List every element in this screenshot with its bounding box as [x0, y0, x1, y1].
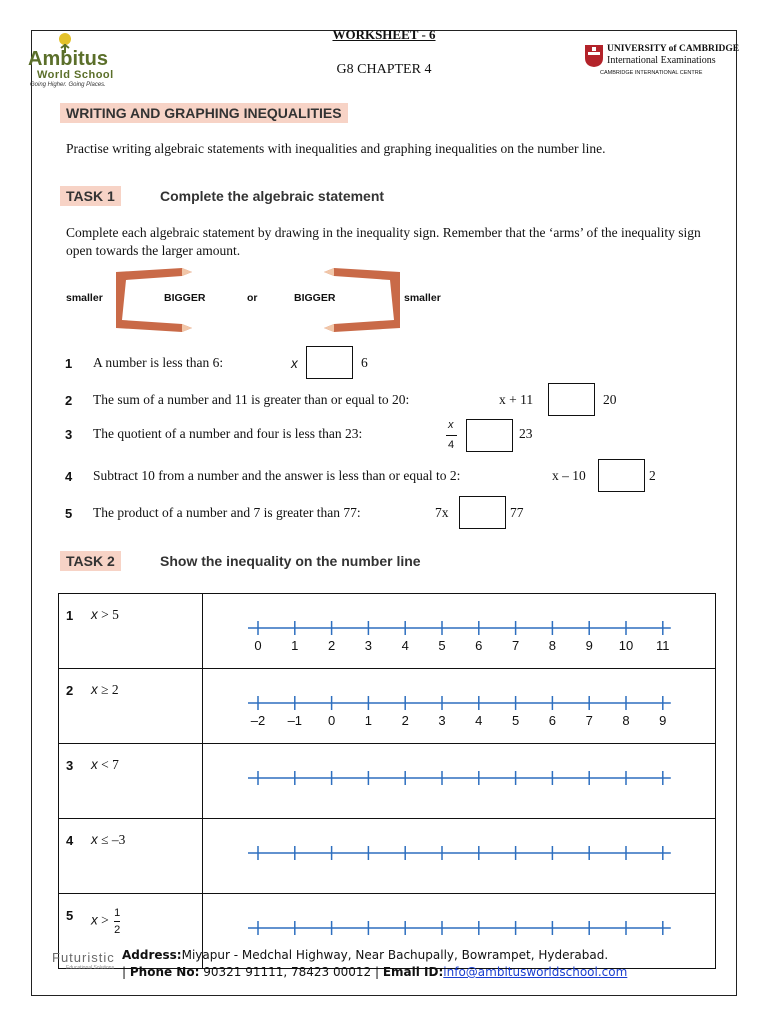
cambridge-line1: UNIVERSITY of CAMBRIDGE: [607, 44, 740, 54]
q1-left: x: [291, 356, 298, 371]
school-logo-tagline: Going Higher. Going Places.: [30, 82, 106, 88]
row3-number: 3: [66, 758, 74, 773]
q5-text: The product of a number and 7 is greater than 77:: [93, 505, 361, 520]
number-line-tick-label: 0: [327, 713, 336, 728]
number-line-tick-label: 1: [291, 638, 299, 653]
school-logo-name: Ambitus: [28, 48, 108, 70]
email-link[interactable]: info@ambitusworldschool.com: [443, 965, 628, 979]
table-row: [59, 594, 716, 669]
q4-answer-box[interactable]: [598, 459, 645, 492]
row2-number: 2: [66, 683, 74, 698]
number-line-tick-label: –1: [287, 713, 303, 728]
number-line-tick-label: 9: [659, 713, 667, 728]
task1-instruction: Complete each algebraic statement by drawing in the inequality sign. Remember that the ‘arms’ of the inequality sign open towards the larger amount.: [66, 225, 701, 258]
q2-right: 20: [603, 392, 617, 407]
futuristic-logo: Futuristic: [52, 950, 115, 965]
q5-right: 77: [510, 505, 524, 520]
footer-contact: | Phone No: 90321 91111, 78423 00012 | Email ID:info@ambitusworldschool.com: [122, 965, 628, 979]
row5-denominator: 2: [114, 921, 120, 936]
q1-answer-box[interactable]: [306, 346, 353, 379]
q4-text: Subtract 10 from a number and the answer is less than or equal to 2:: [93, 468, 461, 483]
q3-answer-box[interactable]: [466, 419, 513, 452]
number-line-tick-label: 5: [438, 638, 446, 653]
arms-left-smaller: smaller: [66, 292, 103, 304]
number-line-3[interactable]: [203, 744, 715, 813]
q4-number: 4: [65, 469, 73, 484]
chapter-title: G8 CHAPTER 4: [336, 62, 432, 77]
number-line-tick-label: 8: [548, 638, 557, 653]
arms-right-bigger: BIGGER: [294, 292, 336, 304]
q5-answer-box[interactable]: [459, 496, 506, 529]
cambridge-line3: CAMBRIDGE INTERNATIONAL CENTRE: [600, 70, 703, 76]
row4-inequality: x ≤ –3: [91, 832, 126, 847]
number-line-tick-label: 0: [254, 638, 262, 653]
cambridge-crest-icon: [584, 44, 604, 68]
q3-left-numerator: x: [448, 419, 454, 431]
futuristic-logo-sub: Educational Solutions: [66, 965, 115, 971]
intro-text: Practise writing algebraic statements with inequalities and graphing inequalities on the number line.: [66, 141, 606, 156]
number-line-tick-label: 8: [622, 713, 630, 728]
row5-number: 5: [66, 908, 74, 923]
number-line-tick-label: 5: [511, 713, 520, 728]
section-heading: WRITING AND GRAPHING INEQUALITIES: [60, 103, 348, 123]
q2-answer-box[interactable]: [548, 383, 595, 416]
q1-number: 1: [65, 356, 73, 371]
q3-right: 23: [519, 426, 533, 441]
number-line-tick-label: –2: [250, 713, 266, 728]
row5-numerator: 1: [114, 907, 121, 919]
q1-right: 6: [361, 355, 368, 370]
row3-inequality: x < 7: [91, 757, 119, 772]
q5-left: 7x: [435, 505, 449, 520]
school-logo-sub: World School: [37, 69, 114, 81]
number-line-tick-label: 3: [438, 713, 446, 728]
number-line-tick-label: 9: [585, 638, 593, 653]
number-line-2[interactable]: [203, 669, 715, 738]
table-row: [59, 669, 716, 744]
arms-greater-than-illustration: [320, 264, 404, 334]
q2-left: x + 11: [499, 392, 534, 407]
q2-text: The sum of a number and 11 is greater than or equal to 20:: [93, 392, 410, 407]
task2-title: Show the inequality on the number line: [160, 553, 421, 569]
task2-badge: TASK 2: [60, 551, 121, 571]
arms-right-smaller: smaller: [404, 292, 441, 304]
number-line-tick-label: 2: [327, 638, 336, 653]
q4-left: x – 10: [552, 468, 586, 483]
number-line-table: [58, 593, 716, 969]
number-line-tick-label: 1: [364, 713, 373, 728]
task1-title: Complete the algebraic statement: [160, 188, 385, 204]
q3-number: 3: [65, 427, 73, 442]
q5-number: 5: [65, 506, 73, 521]
row1-inequality: x > 5: [91, 607, 119, 622]
number-line-tick-label: 11: [656, 638, 670, 653]
q4-right: 2: [649, 468, 656, 483]
footer-address: Address:Miyapur - Medchal Highway, Near Bachupally, Bowrampet, Hyderabad.: [122, 948, 609, 962]
row2-inequality: x ≥ 2: [91, 682, 119, 697]
row5-inequality: $x > \frac{1}{2}$: [91, 907, 121, 936]
row4-number: 4: [66, 833, 74, 848]
worksheet-title: WORKSHEET - 6: [332, 27, 436, 42]
q3-text: The quotient of a number and four is less than 23:: [93, 426, 363, 441]
table-row: [59, 819, 716, 894]
q3-left-denominator: 4: [448, 439, 455, 451]
cambridge-line2: International Examinations: [607, 55, 716, 66]
row1-number: 1: [66, 608, 74, 623]
number-line-tick-label: 10: [618, 638, 634, 653]
table-row: [59, 744, 716, 819]
number-line-tick-label: 3: [364, 638, 373, 653]
number-line-tick-label: 6: [475, 638, 483, 653]
number-line-tick-label: 6: [548, 713, 557, 728]
q2-number: 2: [65, 393, 73, 408]
number-line-tick-label: 7: [585, 713, 593, 728]
number-line-tick-label: 7: [511, 638, 520, 653]
arms-or: or: [247, 292, 258, 304]
number-line-tick-label: 4: [401, 638, 409, 653]
arms-left-bigger: BIGGER: [164, 292, 206, 304]
task1-badge: TASK 1: [60, 186, 121, 206]
number-line-4[interactable]: [203, 819, 715, 888]
number-line-tick-label: 4: [475, 713, 483, 728]
q1-text: A number is less than 6:: [93, 355, 224, 370]
number-line-tick-label: 2: [401, 713, 409, 728]
q3-fraction-bar: [446, 435, 457, 436]
number-line-1[interactable]: [203, 594, 715, 663]
